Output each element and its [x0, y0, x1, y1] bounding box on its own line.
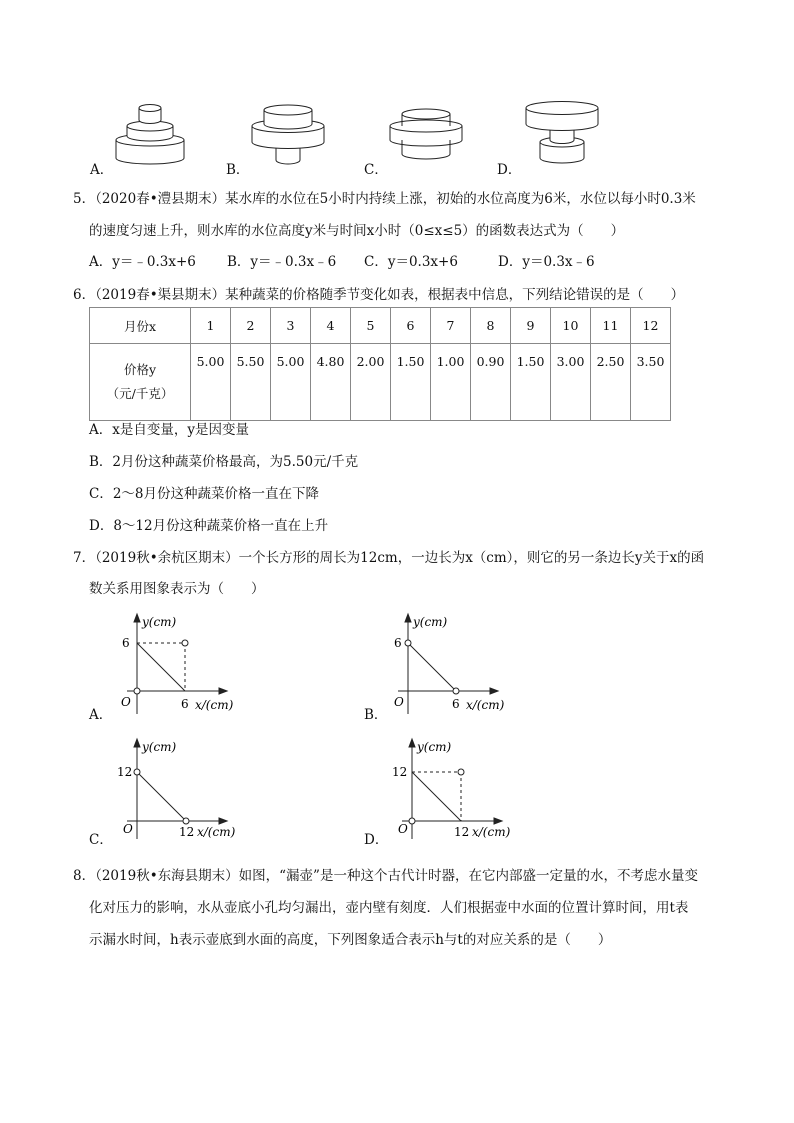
graph-c-origin: O — [123, 822, 133, 836]
q6-option-d[interactable]: D．8～12月份这种蔬菜价格一直在上升 — [89, 518, 329, 534]
table-cell: 4.80 — [311, 344, 351, 421]
solid-figure-d — [524, 100, 604, 168]
graph-a-xtick: 6 — [181, 697, 189, 711]
q6-option-b[interactable]: B．2月份这种蔬菜价格最高，为5.50元/千克 — [89, 454, 359, 470]
table-cell: 1.00 — [431, 344, 471, 421]
q7-stem-line2: 数关系用图象表示为（ ） — [89, 581, 265, 597]
table-cell: 0.90 — [471, 344, 511, 421]
solid-figure-a — [112, 100, 192, 165]
q7-stem-line1: 7．（2019秋•余杭区期末）一个长方形的周长为12cm，一边长为x（cm），则它的另一条边长y关于x的函 — [73, 550, 705, 566]
table-cell: 2 — [231, 308, 271, 344]
q5-stem-line1: 5．（2020春•澧县期末）某水库的水位在5小时内持续上涨，初始的水位高度为6米，水位以每小时0.3米 — [73, 191, 696, 207]
q6-option-a[interactable]: A．x是自变量，y是因变量 — [89, 422, 249, 438]
q8-stem-line2: 化对压力的影响，水从壶底小孔均匀漏出，壶内壁有刻度．人们根据壶中水面的位置计算时间，用t表 — [89, 900, 689, 916]
q4-option-c-label[interactable]: C． — [364, 162, 388, 178]
table-cell: 7 — [431, 308, 471, 344]
solid-figure-c — [388, 104, 463, 166]
price-label-line2: （元/千克） — [106, 386, 174, 401]
table-cell: 3.50 — [631, 344, 671, 421]
table-cell: 1.50 — [511, 344, 551, 421]
table-cell: 5.00 — [271, 344, 311, 421]
table-row-months — [90, 308, 671, 344]
table-cell: 3 — [271, 308, 311, 344]
graph-c-ytick: 12 — [117, 765, 133, 779]
table-cell: 4 — [311, 308, 351, 344]
q5-option-c[interactable]: C．y＝0.3x+6 — [364, 254, 458, 270]
q5-option-b[interactable]: B．y＝﹣0.3x﹣6 — [227, 254, 337, 270]
graph-b-ytick: 6 — [394, 636, 402, 650]
table-cell: 1.50 — [391, 344, 431, 421]
graph-d-xtick: 12 — [454, 825, 470, 839]
q7-graph-a[interactable] — [89, 612, 249, 722]
table-cell: 2.00 — [351, 344, 391, 421]
graph-c-xlabel: x/(cm) — [197, 825, 236, 839]
graph-d-ylabel: y(cm) — [417, 740, 452, 754]
table-cell: 2.50 — [591, 344, 631, 421]
table-header-price — [90, 344, 191, 421]
graph-b-ylabel: y(cm) — [413, 615, 448, 629]
graph-d-ytick: 12 — [392, 765, 408, 779]
q5-option-d[interactable]: D．y＝0.3x﹣6 — [498, 254, 595, 270]
q4-option-d-label[interactable]: D． — [497, 162, 522, 178]
q6-option-c[interactable]: C．2～8月份这种蔬菜价格一直在下降 — [89, 486, 320, 502]
table-cell: 11 — [591, 308, 631, 344]
table-cell: 6 — [391, 308, 431, 344]
graph-b-xtick: 6 — [452, 697, 460, 711]
table-cell: 8 — [471, 308, 511, 344]
q8-stem-line3: 示漏水时间，h表示壶底到水面的高度，下列图象适合表示h与t的对应关系的是（ ） — [89, 932, 612, 948]
solid-figure-b — [250, 104, 325, 169]
table-cell: 5.00 — [191, 344, 231, 421]
table-cell: 12 — [631, 308, 671, 344]
price-label-line1: 价格y — [123, 362, 157, 377]
graph-d-letter: D． — [364, 832, 389, 848]
graph-a-ytick: 6 — [122, 636, 130, 650]
graph-b-letter: B． — [364, 707, 388, 723]
graph-a-xlabel: x/(cm) — [195, 698, 234, 712]
graph-a-origin: O — [121, 695, 131, 709]
graph-a-letter: A． — [89, 707, 113, 723]
graph-d-origin: O — [398, 822, 408, 836]
graph-b-xlabel: x/(cm) — [466, 698, 505, 712]
q5-stem-line2: 的速度匀速上升，则水库的水位高度y米与时间x小时（0≤x≤5）的函数表达式为（ ） — [89, 223, 625, 239]
q7-graph-c[interactable] — [89, 737, 249, 847]
graph-c-ylabel: y(cm) — [142, 740, 177, 754]
graph-a-ylabel: y(cm) — [142, 615, 177, 629]
q5-option-a[interactable]: A．y＝﹣0.3x+6 — [89, 254, 196, 270]
table-cell: 3.00 — [551, 344, 591, 421]
table-row-prices — [90, 344, 671, 421]
q4-option-a-label[interactable]: A． — [90, 162, 114, 178]
table-cell: 5 — [351, 308, 391, 344]
q6-stem: 6．（2019春•渠县期末）某种蔬菜的价格随季节变化如表，根据表中信息，下列结论错误的是（ ） — [73, 287, 685, 303]
table-cell: 5.50 — [231, 344, 271, 421]
q7-graph-d[interactable] — [364, 737, 524, 847]
table-cell: 9 — [511, 308, 551, 344]
q4-option-b-label[interactable]: B． — [226, 162, 250, 178]
graph-b-origin: O — [394, 695, 404, 709]
table-cell: 10 — [551, 308, 591, 344]
graph-d-xlabel: x/(cm) — [472, 825, 511, 839]
graph-c-xtick: 12 — [179, 825, 195, 839]
table-cell: 1 — [191, 308, 231, 344]
table-header-month: 月份x — [90, 308, 191, 344]
graph-c-letter: C． — [89, 832, 113, 848]
q8-stem-line1: 8．（2019秋•东海县期末）如图，“漏壶”是一种这个古代计时器，在它内部盛一定量的水，不考虑水量变 — [73, 868, 698, 884]
price-table — [89, 307, 671, 421]
q7-graph-b[interactable] — [364, 612, 524, 722]
